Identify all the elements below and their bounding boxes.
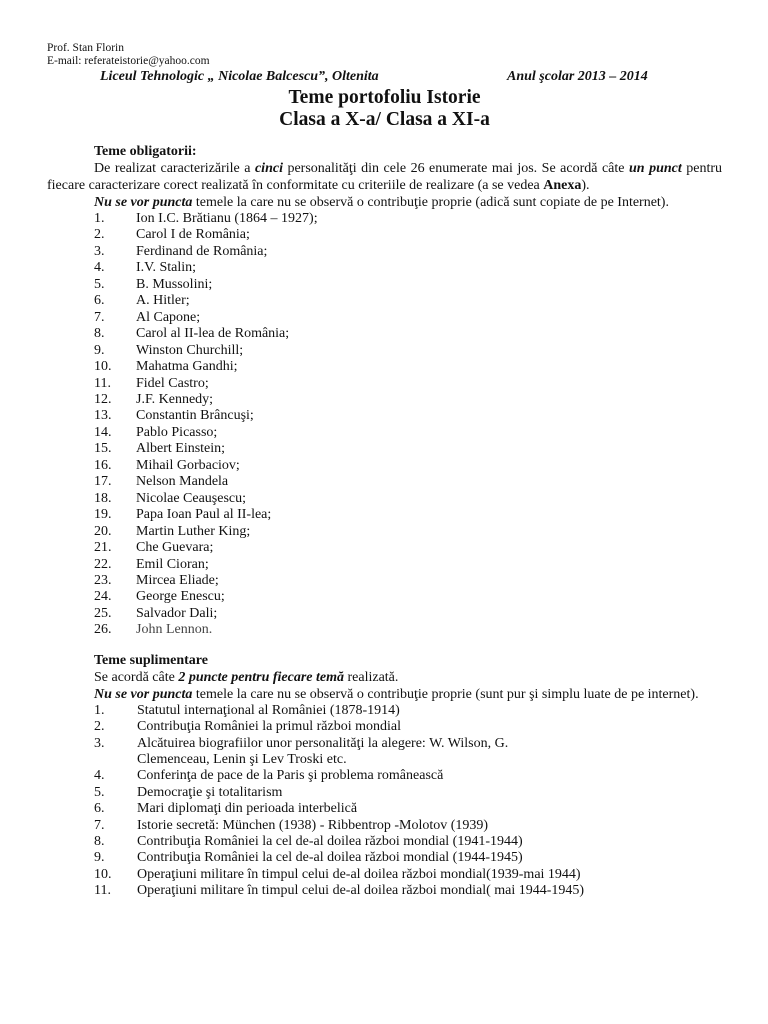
list-item	[47, 573, 722, 589]
list-item-number: 21.	[94, 540, 112, 556]
list-item-text: Pablo Picasso;	[136, 424, 218, 440]
school-year: Anul şcolar 2013 – 2014	[507, 69, 648, 84]
list-item-number: 2.	[94, 227, 105, 243]
text-span: temele la care nu se observă o contribuţie proprie (adică sunt copiate de pe Internet).	[192, 195, 669, 210]
list-item	[47, 474, 722, 490]
list-item-text: J.F. Kennedy;	[136, 391, 214, 407]
list-item-text: Contribuţia României la cel de-al doilea război mondial (1944-1945)	[137, 850, 523, 866]
list-item	[47, 227, 722, 243]
title-line-2: Clasa a X-a/ Clasa a XI-a	[279, 109, 490, 130]
list-item	[47, 326, 722, 342]
list-item	[47, 524, 722, 540]
list-item-text: Fidel Castro;	[136, 375, 209, 391]
list-item-text: A. Hitler;	[136, 293, 190, 309]
list-item-text: Papa Ioan Paul al II-lea;	[136, 507, 272, 523]
list-item	[47, 606, 722, 622]
list-item-number: 13.	[94, 408, 112, 424]
list-item	[47, 343, 722, 359]
list-item-text: Mahatma Gandhi;	[136, 359, 238, 375]
list-item-number: 12.	[94, 391, 112, 407]
list-item-text: Statutul internaţional al României (1878-1914)	[137, 702, 400, 718]
list-item-number: 7.	[94, 309, 105, 325]
list-item-continuation: Clemenceau, Lenin şi Lev Troski etc.	[137, 752, 347, 767]
list-item-text: Conferinţa de pace de la Paris şi problema românească	[137, 768, 444, 784]
list-item-number: 11.	[94, 375, 111, 391]
list-item	[47, 540, 722, 556]
list-item-text: Alcătuirea biografiilor unor personalităţi la alegere: W. Wilson, G.	[137, 735, 509, 751]
text-span: De realizat caracterizările a	[94, 161, 255, 176]
title-line-1: Teme portofoliu Istorie	[288, 87, 481, 108]
list-item	[47, 507, 722, 523]
list-item	[47, 359, 722, 375]
list-item-number: 17.	[94, 474, 112, 490]
mandatory-paragraph-1	[47, 160, 722, 194]
list-item	[47, 719, 722, 735]
list-item	[47, 425, 722, 441]
list-item-text: Mihail Gorbaciov;	[136, 457, 240, 473]
list-item	[47, 491, 722, 507]
list-item-text: George Enescu;	[136, 589, 225, 605]
list-item	[47, 211, 722, 227]
list-item-number: 8.	[94, 834, 105, 850]
list-item-number: 4.	[94, 768, 105, 784]
list-item-number: 19.	[94, 507, 112, 523]
list-item-text: Operaţiuni militare în timpul celui de-al doilea război mondial( mai 1944-1945)	[137, 883, 585, 899]
extra-list	[47, 703, 722, 900]
list-item-text: B. Mussolini;	[136, 276, 213, 292]
list-item-text: Istorie secretă: München (1938) - Ribbentrop -Molotov (1939)	[137, 817, 489, 833]
emphasis-nu-se-vor-puncta: Nu se vor puncta	[94, 686, 193, 702]
list-item	[47, 703, 722, 719]
list-item	[47, 867, 722, 883]
emphasis-un-punct: un punct	[629, 161, 682, 176]
list-item	[47, 589, 722, 605]
list-item-number: 4.	[94, 260, 105, 276]
list-item-number: 7.	[94, 817, 105, 833]
list-item-number: 26.	[94, 622, 112, 638]
author-email: E-mail: referateistorie@yahoo.com	[47, 55, 210, 67]
extra-paragraph-2	[47, 686, 722, 703]
list-item-number: 5.	[94, 276, 105, 292]
list-item	[47, 244, 722, 260]
list-item-number: 24.	[94, 589, 112, 605]
emphasis-2-puncte: 2 puncte pentru fiecare temă	[178, 669, 344, 685]
list-item-text: Operaţiuni militare în timpul celui de-al doilea război mondial(1939-mai 1944)	[137, 866, 581, 882]
list-item-number: 5.	[94, 784, 105, 800]
list-item-number: 10.	[94, 866, 112, 882]
extra-paragraph-1	[94, 669, 722, 686]
extra-heading: Teme suplimentare	[94, 652, 208, 668]
list-item-number: 22.	[94, 556, 112, 572]
text-span: ).	[581, 178, 590, 193]
list-item-number: 6.	[94, 293, 105, 309]
author-block	[47, 42, 722, 68]
list-item-text: I.V. Stalin;	[136, 260, 197, 276]
list-item-text: Constantin Brâncuşi;	[136, 408, 254, 424]
list-item-text: Winston Churchill;	[136, 342, 244, 358]
list-item	[47, 260, 722, 276]
list-item-text: Nicolae Ceauşescu;	[136, 490, 247, 506]
mandatory-paragraph-2	[47, 194, 722, 211]
emphasis-anexa: Anexa	[543, 178, 582, 193]
list-item-number: 9.	[94, 342, 105, 358]
list-item-number: 2.	[94, 719, 105, 735]
list-item-text: Contribuţia României la primul război mondial	[137, 719, 402, 735]
list-item	[47, 768, 722, 784]
list-item	[47, 310, 722, 326]
list-item-number: 25.	[94, 605, 112, 621]
list-item-text: Salvador Dali;	[136, 605, 218, 621]
list-item-text: Nelson Mandela	[136, 474, 229, 490]
list-item-text: Emil Cioran;	[136, 556, 209, 572]
list-item	[47, 557, 722, 573]
mandatory-list	[47, 211, 722, 639]
text-span: temele la care nu se observă o contribuţie proprie (sunt pur şi simplu luate de pe internet).	[192, 686, 699, 702]
list-item	[47, 622, 722, 638]
list-item	[47, 376, 722, 392]
list-item	[47, 883, 722, 899]
school-name: Liceul Tehnologic „ Nicolae Balcescu”, Oltenita	[100, 69, 379, 84]
list-item-text: Mircea Eliade;	[136, 572, 219, 588]
text-span: Se acordă câte	[94, 669, 179, 685]
list-item	[47, 850, 722, 866]
list-item	[47, 834, 722, 850]
list-item-text: Democraţie şi totalitarism	[137, 784, 283, 800]
list-item-number: 3.	[94, 243, 105, 259]
page-title	[47, 87, 722, 131]
list-item	[47, 293, 722, 309]
text-span: pentru fiecare caracterizare corect realizată în conformitate cu criteriile de realizare (a se vedea	[47, 161, 723, 193]
list-item-number: 23.	[94, 572, 112, 588]
list-item	[47, 785, 722, 801]
list-item	[47, 441, 722, 457]
text-span: personalităţi din cele 26 enumerate mai jos. Se acordă câte	[282, 161, 629, 176]
list-item-text: Martin Luther King;	[136, 523, 251, 539]
list-item	[47, 458, 722, 474]
text-span: realizată.	[344, 669, 399, 685]
list-item-number: 14.	[94, 424, 112, 440]
list-item-text: Carol al II-lea de România;	[136, 326, 290, 342]
list-item-number: 10.	[94, 359, 112, 375]
list-item-number: 1.	[94, 211, 105, 226]
list-item-text: Mari diplomaţi din perioada interbelică	[137, 801, 358, 817]
list-item-number: 18.	[94, 490, 112, 506]
list-item-number: 16.	[94, 457, 112, 473]
list-item-number: 3.	[94, 735, 105, 751]
list-item-text: Albert Einstein;	[136, 441, 226, 457]
list-item	[47, 408, 722, 424]
list-item-number: 11.	[94, 883, 111, 899]
list-item-number: 15.	[94, 441, 112, 457]
list-item	[47, 736, 722, 752]
list-item-text: Che Guevara;	[136, 540, 214, 556]
header-line	[47, 69, 722, 87]
list-item-text: Ion I.C. Brătianu (1864 – 1927);	[136, 211, 318, 226]
list-item-text: Ferdinand de România;	[136, 243, 268, 259]
list-item-number: 9.	[94, 850, 105, 866]
list-item-text: Carol I de România;	[136, 227, 250, 243]
mandatory-heading: Teme obligatorii:	[94, 144, 197, 159]
list-item-number: 1.	[94, 702, 105, 718]
list-item	[47, 818, 722, 834]
emphasis-cinci: cinci	[254, 161, 283, 176]
list-item-text: John Lennon.	[136, 622, 213, 638]
list-item-text: Al Capone;	[136, 309, 201, 325]
list-item	[47, 801, 722, 817]
list-item	[47, 392, 722, 408]
list-item	[47, 277, 722, 293]
list-item-text: Contribuţia României la cel de-al doilea război mondial (1941-1944)	[137, 834, 523, 850]
emphasis-nu-se-vor-puncta: Nu se vor puncta	[94, 195, 193, 210]
author-name: Prof. Stan Florin	[47, 42, 124, 54]
list-item-number: 20.	[94, 523, 112, 539]
list-item-number: 6.	[94, 801, 105, 817]
document-page	[47, 42, 722, 900]
list-item-number: 8.	[94, 326, 105, 342]
